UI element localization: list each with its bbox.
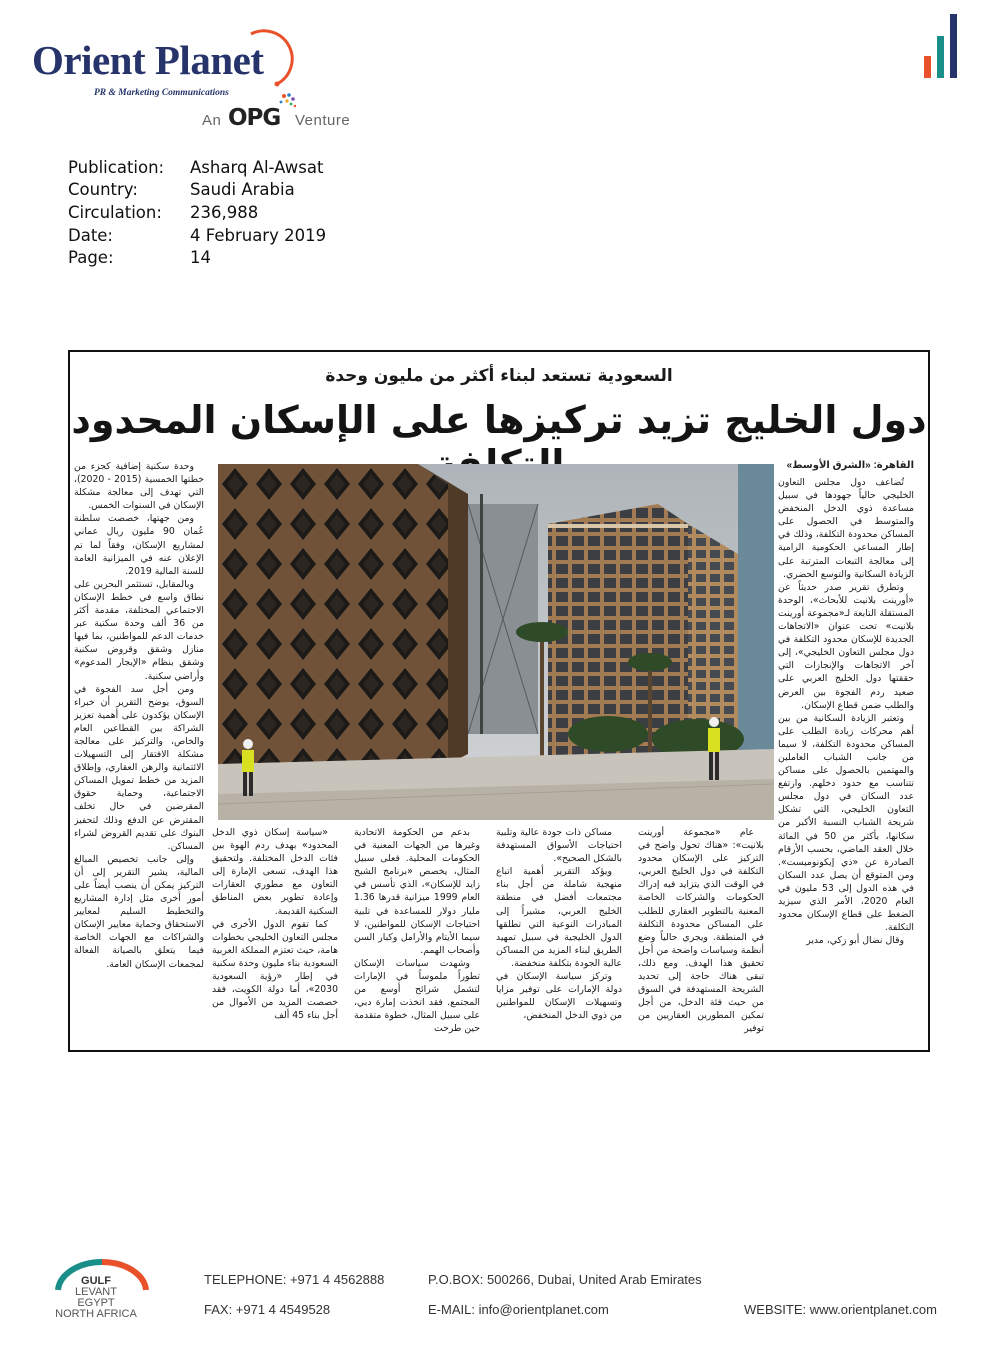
bar-chart-icon — [918, 10, 964, 82]
article-column-bottom-4 — [212, 826, 338, 1038]
paragraph: وإلى جانب تخصيص المبالغ المالية، يشير التقرير إلى أن التركيز يمكن أن ينصب أيضاً على أمور أخرى مثل إدارة المشاريع والتخطيط السليم لمعايير الاستحقاق وحماية معايير الإسكان والشراكات مع الجهات الخاصة فيما يتعلق بالصيانة الفعالة لمجمعات الإسكان العامة. — [74, 853, 204, 970]
meta-row-publication — [68, 156, 326, 179]
paragraph: وحدة سكنية إضافية كجزء من خطتها الخمسية (2015 - 2020)، التي تهدف إلى معالجة مشكلة الإسكان في السنوات الخمس. — [74, 461, 204, 512]
venture-brand: OPG — [228, 105, 281, 131]
paragraph: وتعتبر الزيادة السكانية من بين أهم محركات زيادة الطلب على المساكن محدودة التكلفة، لا سيما من جانب الشباب العاملين والمهتمين بالحصول على مساكن تتناسب مع حدود دخلهم. وارتفع عدد السكان في دول مجلس التعاون الخليجي، التي تشكل شريحة الشباب النسبة الأكبر من سكانها، بأكثر من 50 في المائة خلال العقد الماضي، بحسب الأرقام الصادرة عن «ذي إيكونوميست». ومن المتوقع أن يصل عدد السكان في هذه الدول إلى 53 مليون في العام 2020، الأمر الذي سيزيد الضغط على قطاع الإسكان محدود التكلفة. — [778, 712, 914, 934]
paragraph: مساكن ذات جودة عالية وتلبية احتياجات الأسواق المستهدفة بالشكل الصحيح». — [496, 827, 622, 865]
article-column-left — [74, 460, 204, 1038]
article-byline: القاهرة: «الشرق الأوسط» — [786, 460, 914, 471]
region-label: EGYPT — [77, 1297, 115, 1309]
brand-name: Orient Planet — [32, 37, 264, 83]
meta-value: 14 — [190, 248, 211, 268]
footer-regions — [46, 1276, 146, 1320]
article-column-bottom-1 — [638, 826, 764, 1038]
meta-label: Circulation: — [68, 202, 162, 222]
region-label: GULF — [81, 1275, 111, 1287]
venture-prefix: An — [202, 112, 222, 129]
meta-row-page — [68, 246, 326, 269]
paragraph: «سياسة إسكان ذوي الدخل المحدود» بهدف ردم الهوة بين فئات الدخل المختلفة. ولتحقيق هذا الهدف، تسعى الإمارة إلى التعاون مع مطوري العقارات وإعادة تطوير بعض المناطق السكنية القديمة. — [212, 827, 338, 917]
article-column-right — [778, 476, 914, 1038]
meta-label: Country: — [68, 180, 138, 200]
brand-tagline: PR & Marketing Communications — [94, 88, 229, 98]
footer-pobox: P.O.BOX: 500266, Dubai, United Arab Emirates — [428, 1272, 702, 1287]
meta-label: Page: — [68, 248, 114, 268]
paragraph: وتركز سياسة الإسكان في دولة الإمارات على توفير مزايا وتسهيلات الإسكان للمواطنين من ذوي الدخل المنخفض، — [496, 971, 622, 1022]
meta-label: Publication: — [68, 157, 165, 177]
article-headline: دول الخليج تزيد تركيزها على الإسكان المحدود — [71, 398, 927, 442]
meta-row-circulation — [68, 201, 326, 224]
footer-email[interactable]: E-MAIL: info@orientplanet.com — [428, 1302, 609, 1317]
venture-suffix: Venture — [295, 112, 351, 129]
article-kicker: السعودية تستعد لبناء أكثر من مليون وحدة — [325, 366, 673, 386]
paragraph: وشهدت سياسات الإسكان تطوراً ملموساً في الإمارات لتشمل شرائح أوسع من المجتمع. فقد اتخذت إمارة دبي، على سبيل المثال، خطوة متقدمة حين طرحت — [354, 957, 480, 1035]
paragraph: عام «مجموعة أورينت بلانيت»: «هناك تحول واضح في التركيز على الإسكان محدود التكلفة في دول الخليج العربي، في الوقت الذي يتزايد فيه إدراك الحكومات والشركات الخاصة المعنية بالتطوير العقاري للطلب على المساكن محدودة التكلفة في المنطقة. ويجري حالياً وضع أنظمة وسياسات واضحة من أجل تحقيق هذا الهدف. ومع ذلك، تبقى هناك حاجة إلى تحديد الشريحة المستهدفة في السوق من حيث فئة الدخل، من أجل تمكين المطورين العقاريين من توفير — [638, 827, 764, 1035]
article-column-bottom-2 — [496, 826, 622, 1038]
region-label: LEVANT — [75, 1286, 117, 1298]
opg-venture-mark — [202, 92, 372, 132]
paragraph: وقال نضال أبو زكي، مدير — [806, 935, 904, 947]
meta-value: Saudi Arabia — [190, 180, 295, 200]
publication-meta — [68, 156, 326, 269]
meta-value: Asharq Al-Awsat — [190, 157, 324, 177]
newspaper-clipping — [68, 350, 930, 1052]
paragraph: بدعم من الحكومة الاتحادية وغيرها من الجهات المعنية في الحكومات المحلية. فعلى سبيل المثال، يخصص «برنامج الشيخ زايد للإسكان»، الذي تأسس في العام 1999 ميزانية قدرها 1.36 مليار دولار للمساعدة في تلبية احتياجات الإسكان للمواطنين، لا سيما الأيتام والأرامل وكبار السن وأصحاب الهمم. — [354, 827, 480, 956]
meta-label: Date: — [68, 225, 113, 245]
buildings-photo-illustration — [218, 464, 774, 820]
footer-fax: FAX: +971 4 4549528 — [204, 1302, 331, 1317]
meta-value: 4 February 2019 — [190, 225, 327, 245]
paragraph: وبالمقابل، تستثمر البحرين على نطاق واسع في خطط الإسكان الاجتماعي المختلفة، مقدمة أكثر من 36 ألف وحدة سكنية عبر خدمات الدعم للمواطنين، بما فيها منازل وشقق وقروض سكنية وشقق بنظام «الإيجار المدعوم» وأراضي سكنية. — [74, 578, 204, 682]
paragraph: ومن أجل سد الفجوة في السوق، يوضح التقرير أن خبراء الإسكان يؤكدون على أهمية تعزيز الشراكة بين القطاعين العام والخاص، والتركيز على معالجة مشكلة الافتقار إلى التسهيلات الائتمانية والرهن العقاري، وإطلاق المزيد من خطط تمويل المساكن الاجتماعية، وحماية حقوق المقرضين في حال تخلف المقترض عن الدفع وذلك لتحفيز البنوك على تقديم القروض لشراء المساكن. — [74, 683, 204, 852]
paragraph: ويؤكد التقرير أهمية اتباع منهجية شاملة من أجل بناء مجتمعات أفضل في منطقة الخليج العربي، مشيراً إلى المبادرات النوعية التي تطلقها الدول الخليجية في سبيل تمهيد الطريق لبناء المزيد من المساكن عالية الجودة بتكلفة منخفضة. — [496, 866, 622, 969]
paragraph: تُضاعف دول مجلس التعاون الخليجي حالياً جهودها في سبيل مساعدة ذوي الدخل المنخفض والمتوسط في الحصول على المساكن محدودة التكلفة، وذلك في إطار المساعي الحكومية الرامية إلى معالجة التبعات المترتبة على الزيادة السكانية والتوسع الحضري. — [778, 477, 914, 580]
article-photo — [218, 464, 774, 820]
article-column-bottom-3 — [354, 826, 480, 1038]
paragraph: ومن جهتها، خصصت سلطنة عُمان 90 مليون ريال عماني لمشاريع الإسكان، وفقاً لما تم الإعلان عنه في الميزانية العامة للسنة المالية 2019. — [74, 513, 204, 577]
footer-telephone: TELEPHONE: +971 4 4562888 — [204, 1272, 385, 1287]
meta-row-date — [68, 224, 326, 247]
region-label: NORTH AFRICA — [55, 1308, 137, 1320]
paragraph: وتطرق تقرير صدر حديثاً عن «أورينت بلانيت للأبحاث»، الوحدة المستقلة التابعة لـ«مجموعة أورينت بلانيت» تحت عنوان «الاتجاهات الجديدة للإسكان محدود التكلفة في دول مجلس التعاون الخليجي»، إلى آخر الاتجاهات والإنجازات التي حققتها دول الخليج العربي على صعيد ردم الفجوة بين العرض والطلب ضمن قطاع الإسكان. — [778, 581, 914, 711]
meta-value: 236,988 — [190, 202, 259, 222]
meta-row-country — [68, 179, 326, 202]
footer-website[interactable]: WEBSITE: www.orientplanet.com — [744, 1302, 937, 1317]
paragraph: كما تقوم الدول الأخرى في مجلس التعاون الخليجي بخطوات هامة، حيث تعتزم المملكة العربية السعودية بناء مليون وحدة سكنية في إطار «رؤية السعودية 2030»، أما دولة الكويت، فقد خصصت المزيد من الأموال من أجل بناء 45 ألف — [212, 918, 338, 1022]
